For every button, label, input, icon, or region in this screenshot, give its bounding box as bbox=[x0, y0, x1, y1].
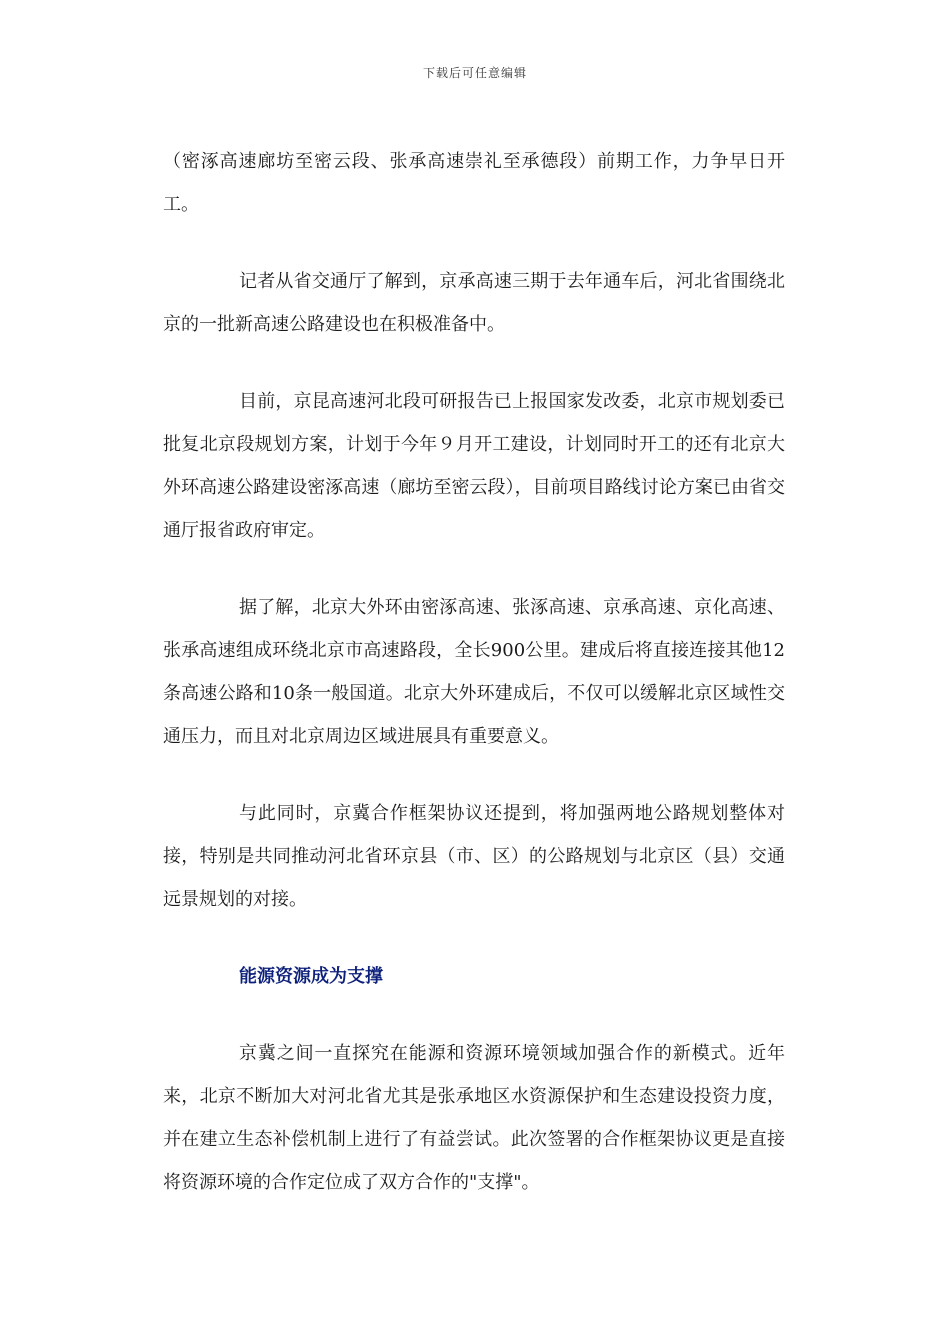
paragraph: 据了解，北京大外环由密涿高速、张涿高速、京承高速、京化高速、张承高速组成环绕北京市高速路段，全长900公里。建成后将直接连接其他12条高速公路和10条一般国道。北京大外环建成后，不仅可以缓解北京区域性交通压力，而且对北京周边区域进展具有重要意义。 bbox=[163, 597, 785, 747]
paragraph: 京冀之间一直探究在能源和资源环境领域加强合作的新模式。近年来，北京不断加大对河北省尤其是张承地区水资源保护和生态建设投资力度，并在建立生态补偿机制上进行了有益尝试。此次签署的合作框架协议更是直接将资源环境的合作定位成了双方合作的"支撑"。 bbox=[163, 1043, 785, 1193]
paragraph: 目前，京昆高速河北段可研报告已上报国家发改委，北京市规划委已批复北京段规划方案，计划于今年９月开工建设，计划同时开工的还有北京大外环高速公路建设密涿高速（廊坊至密云段），目前项目路线讨论方案已由省交通厅报省政府审定。 bbox=[163, 391, 785, 541]
section-heading: 能源资源成为支撑 bbox=[239, 966, 383, 987]
paragraph: 记者从省交通厅了解到，京承高速三期于去年通车后，河北省围绕北京的一批新高速公路建设也在积极准备中。 bbox=[163, 271, 785, 335]
paragraph-continuation: （密涿高速廊坊至密云段、张承高速崇礼至承德段）前期工作，力争早日开工。 bbox=[163, 151, 785, 215]
paragraph: 与此同时，京冀合作框架协议还提到，将加强两地公路规划整体对接，特别是共同推动河北省环京县（市、区）的公路规划与北京区（县）交通远景规划的对接。 bbox=[163, 803, 785, 910]
document-body bbox=[163, 140, 785, 1238]
header-note: 下载后可任意编辑 bbox=[422, 66, 527, 80]
